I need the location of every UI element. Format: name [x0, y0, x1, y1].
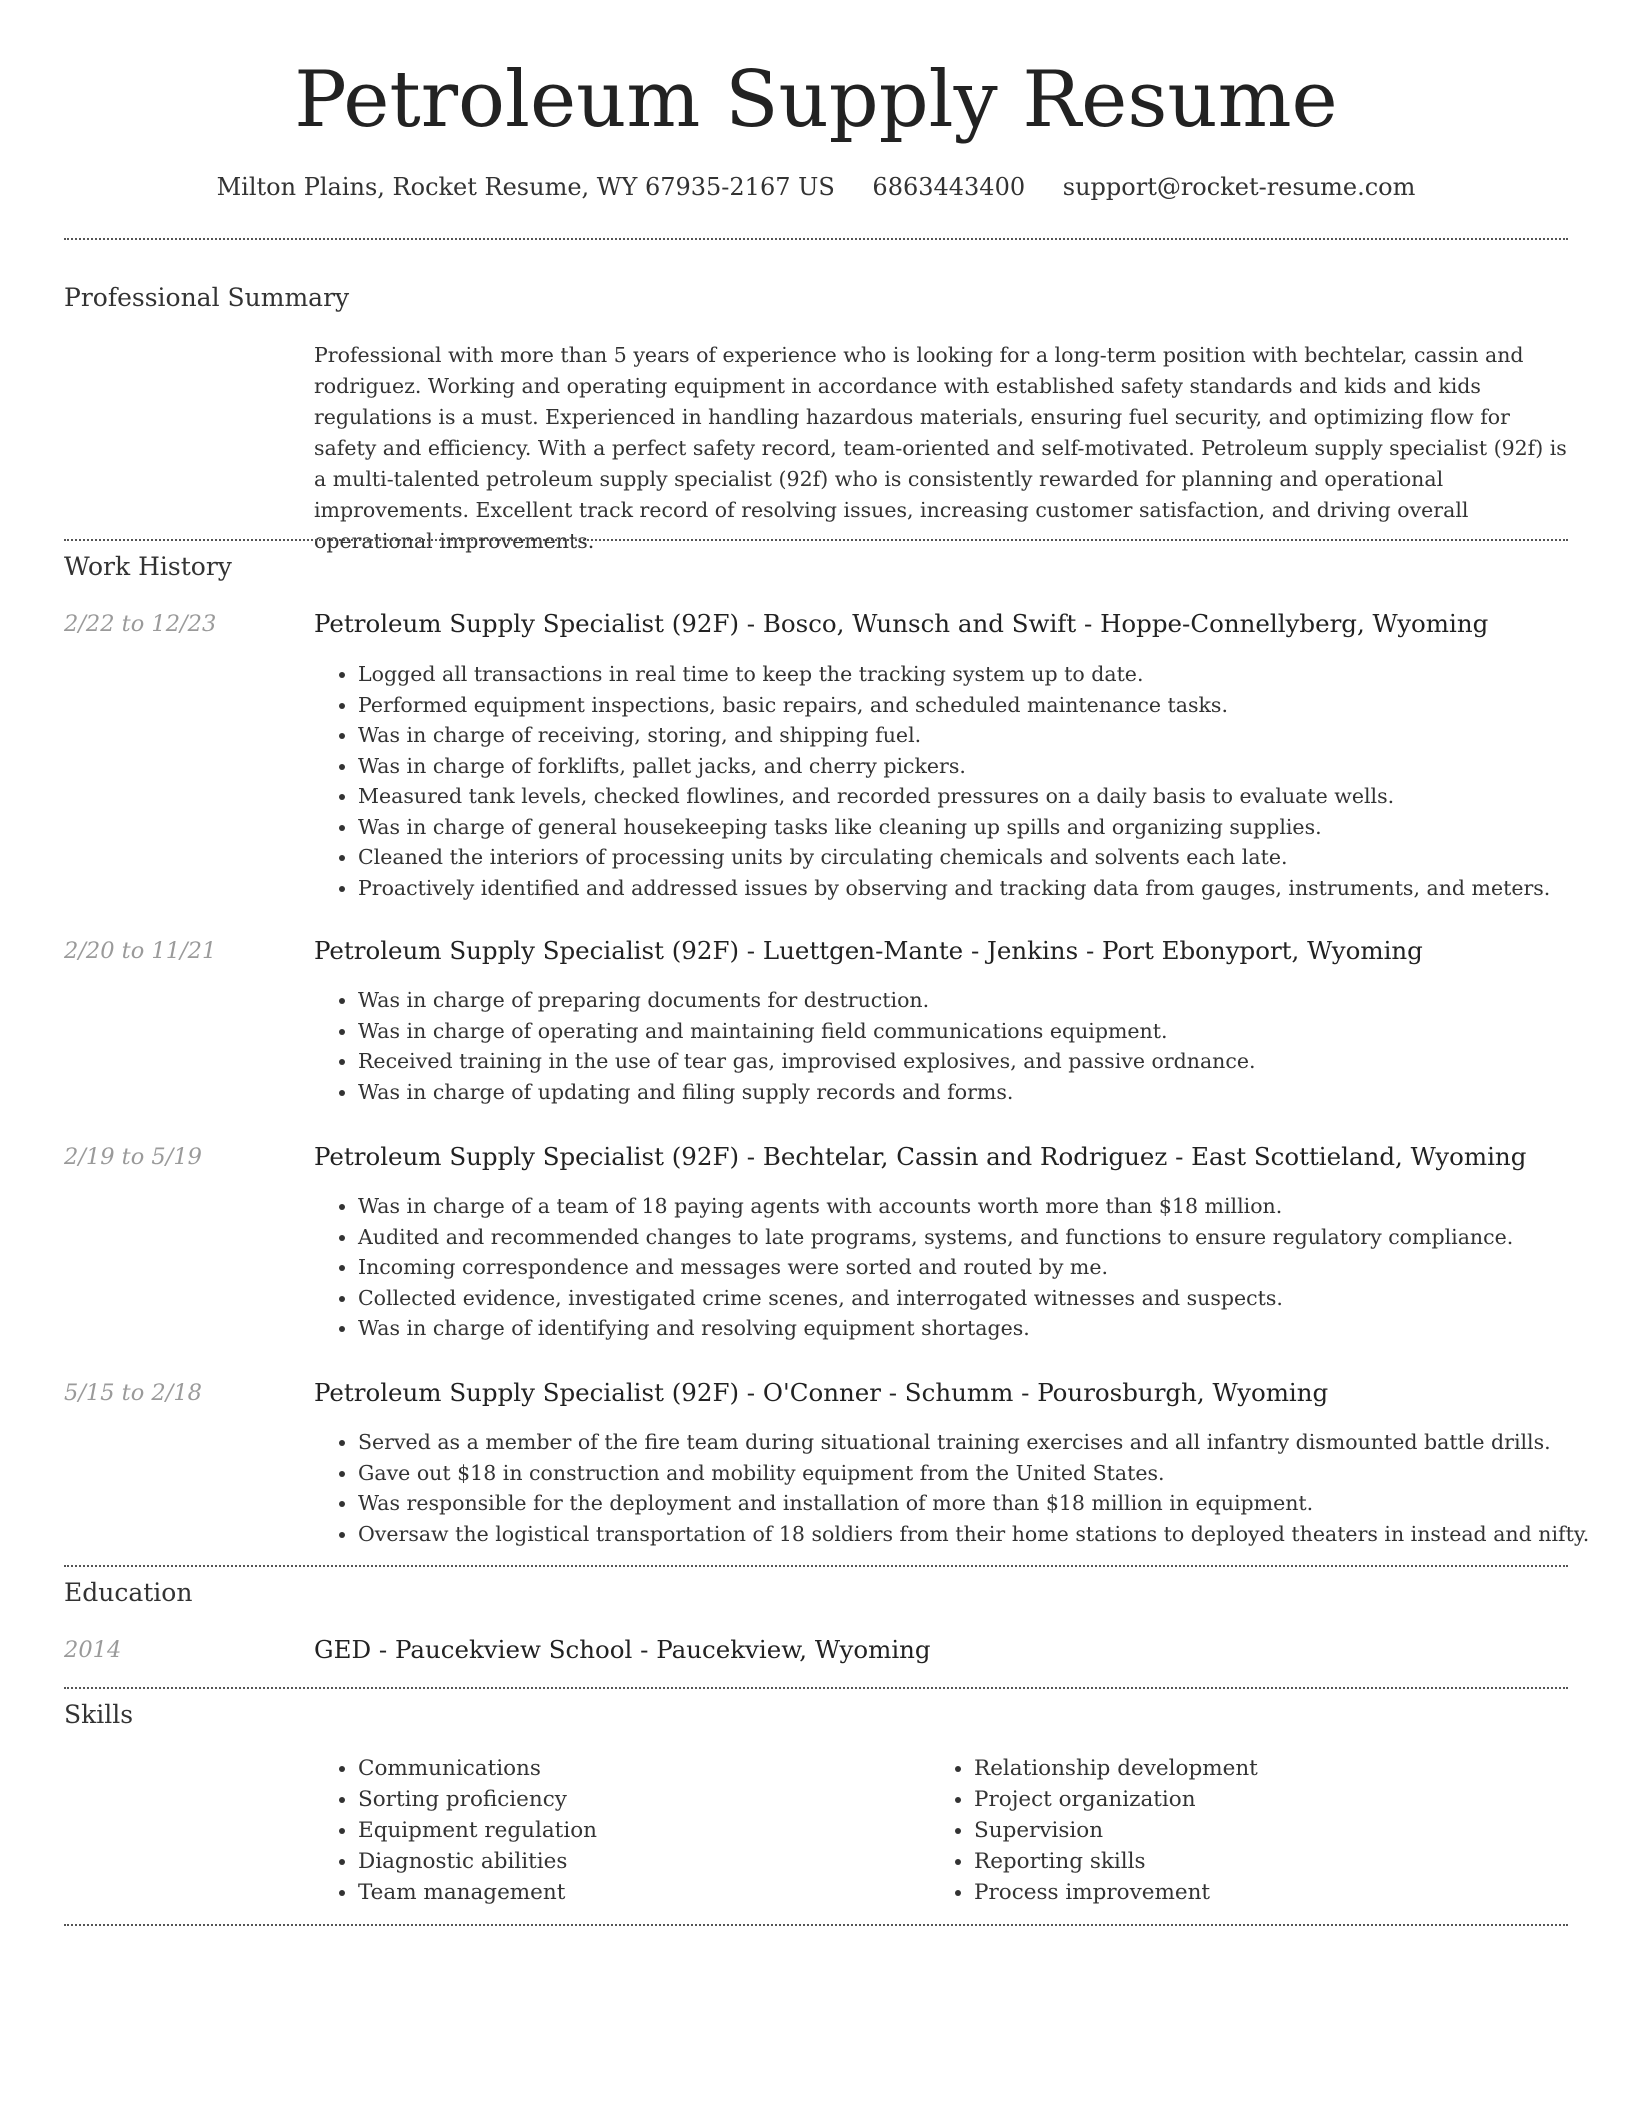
- list-item: • Was in charge of operating and maintaining field communications equipment.: [358, 1016, 1612, 1047]
- list-item: • Project organization: [974, 1784, 1534, 1815]
- contact-line: [64, 170, 1568, 204]
- divider: [64, 238, 1568, 240]
- skills-list-left: [314, 1753, 918, 1908]
- list-item: • Diagnostic abilities: [358, 1846, 918, 1877]
- job-title: Petroleum Supply Specialist (92F) - O'Conner - Schumm - Pourosburgh, Wyoming: [314, 1378, 1329, 1407]
- list-item: • Received training in the use of tear gas, improvised explosives, and passive ordnance.: [358, 1046, 1612, 1077]
- job-bullets: [314, 659, 1612, 903]
- divider: [64, 539, 1568, 541]
- list-item: • Was responsible for the deployment and installation of more than $18 million in equipment.: [358, 1488, 1612, 1519]
- list-item: • Performed equipment inspections, basic repairs, and scheduled maintenance tasks.: [358, 690, 1612, 721]
- list-item: • Oversaw the logistical transportation of 18 soldiers from their home stations to deployed theaters in instead and nifty.: [358, 1519, 1612, 1550]
- list-item: • Team management: [358, 1877, 918, 1908]
- section-title-skills: Skills: [64, 1700, 134, 1729]
- contact-email: support@rocket-resume.com: [1062, 173, 1416, 201]
- job-title: Petroleum Supply Specialist (92F) - Luettgen-Mante - Jenkins - Port Ebonyport, Wyoming: [314, 936, 1423, 965]
- section-title-work-history: Work History: [64, 552, 232, 581]
- section-title-education: Education: [64, 1578, 193, 1607]
- divider: [64, 1924, 1568, 1926]
- job-title: Petroleum Supply Specialist (92F) - Bosco, Wunsch and Swift - Hoppe-Connellyberg, Wyoming: [314, 609, 1489, 638]
- list-item: • Audited and recommended changes to late programs, systems, and functions to ensure regulatory compliance.: [358, 1222, 1612, 1253]
- job-bullets: [314, 985, 1612, 1107]
- section-title-summary: Professional Summary: [64, 283, 350, 312]
- list-item: • Was in charge of receiving, storing, and shipping fuel.: [358, 720, 1612, 751]
- skills-list-right: [930, 1753, 1534, 1908]
- list-item: • Equipment regulation: [358, 1815, 918, 1846]
- list-item: • Communications: [358, 1753, 918, 1784]
- list-item: • Sorting proficiency: [358, 1784, 918, 1815]
- summary-text: Professional with more than 5 years of experience who is looking for a long-term position with bechtelar, cassin and rodriguez. Working and operating equipment in accordance with established safety standards and kids and kids regulations is a must. Experienced in handling hazardous materials, ensuring fuel security, and optimizing flow for safety and efficiency. With a perfect safety record, team-oriented and self-motivated. Petroleum supply specialist (92f) is a multi-talented petroleum supply specialist (92f) who is consistently rewarded for planning and operational improvements. Excellent track record of resolving issues, increasing customer satisfaction, and driving overall operational improvements.: [314, 343, 1567, 553]
- job-dates: 2/22 to 12/23: [64, 611, 217, 637]
- list-item: • Logged all transactions in real time to keep the tracking system up to date.: [358, 659, 1612, 690]
- list-item: • Was in charge of forklifts, pallet jacks, and cherry pickers.: [358, 751, 1612, 782]
- page-title: Petroleum Supply Resume: [294, 55, 1338, 145]
- job-bullets: [314, 1191, 1612, 1344]
- list-item: • Measured tank levels, checked flowlines, and recorded pressures on a daily basis to evaluate wells.: [358, 781, 1612, 812]
- list-item: • Served as a member of the fire team during situational training exercises and all infantry dismounted battle drills.: [358, 1427, 1612, 1458]
- job-title: Petroleum Supply Specialist (92F) - Bechtelar, Cassin and Rodriguez - East Scottieland, Wyoming: [314, 1142, 1527, 1171]
- list-item: • Was in charge of identifying and resolving equipment shortages.: [358, 1313, 1612, 1344]
- divider: [64, 1687, 1568, 1689]
- list-item: • Was in charge of updating and filing supply records and forms.: [358, 1077, 1612, 1108]
- contact-address: Milton Plains, Rocket Resume, WY 67935-2167 US: [216, 173, 835, 201]
- list-item: • Supervision: [974, 1815, 1534, 1846]
- list-item: • Proactively identified and addressed issues by observing and tracking data from gauges, instruments, and meters.: [358, 873, 1612, 904]
- education-year: 2014: [64, 1637, 122, 1663]
- education-entry: GED - Paucekview School - Paucekview, Wyoming: [314, 1635, 931, 1664]
- job-dates: 2/20 to 11/21: [64, 938, 217, 964]
- list-item: • Cleaned the interiors of processing units by circulating chemicals and solvents each late.: [358, 842, 1612, 873]
- list-item: • Process improvement: [974, 1877, 1534, 1908]
- list-item: • Gave out $18 in construction and mobility equipment from the United States.: [358, 1458, 1612, 1489]
- job-bullets: [314, 1427, 1612, 1549]
- list-item: • Relationship development: [974, 1753, 1534, 1784]
- list-item: • Incoming correspondence and messages were sorted and routed by me.: [358, 1252, 1612, 1283]
- list-item: • Was in charge of general housekeeping tasks like cleaning up spills and organizing supplies.: [358, 812, 1612, 843]
- divider: [64, 1565, 1568, 1567]
- job-dates: 5/15 to 2/18: [64, 1380, 202, 1406]
- list-item: • Was in charge of preparing documents for destruction.: [358, 985, 1612, 1016]
- list-item: • Reporting skills: [974, 1846, 1534, 1877]
- list-item: • Collected evidence, investigated crime scenes, and interrogated witnesses and suspects.: [358, 1283, 1612, 1314]
- list-item: • Was in charge of a team of 18 paying agents with accounts worth more than $18 million.: [358, 1191, 1612, 1222]
- contact-phone: 6863443400: [872, 173, 1026, 201]
- job-dates: 2/19 to 5/19: [64, 1144, 202, 1170]
